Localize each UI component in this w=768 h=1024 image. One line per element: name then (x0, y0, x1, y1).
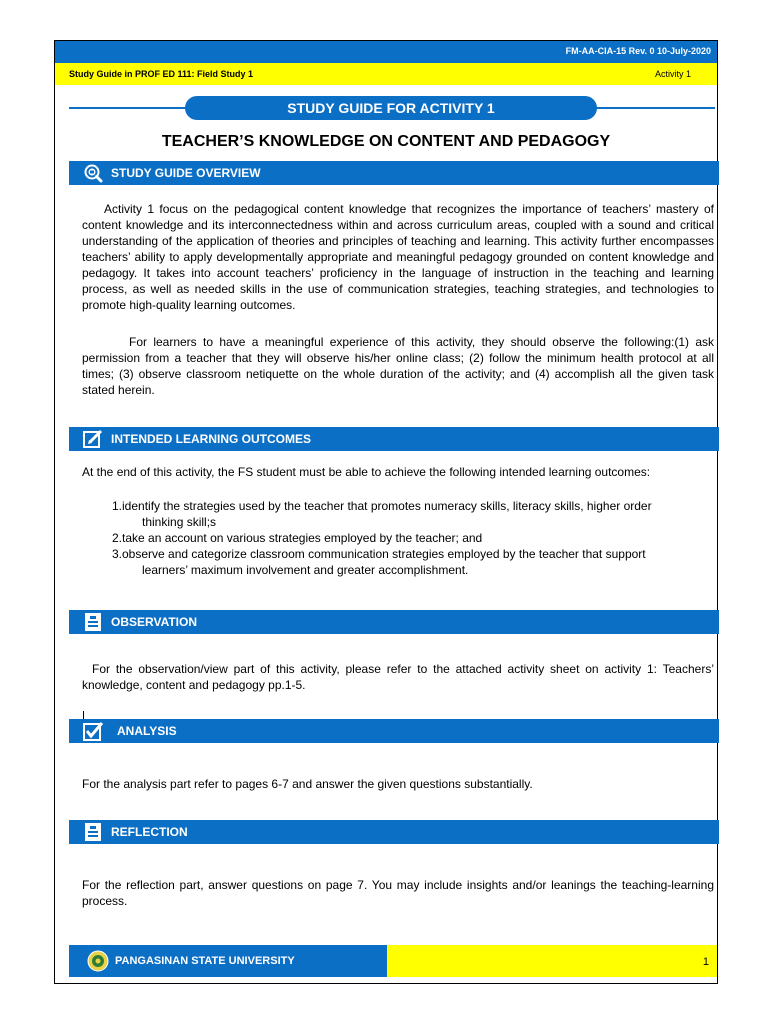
section-observation-header (69, 610, 719, 634)
section-overview-label: STUDY GUIDE OVERVIEW (111, 166, 261, 180)
course-bar (55, 63, 717, 85)
section-reflection-label: REFLECTION (111, 825, 188, 839)
form-code: FM-AA-CIA-15 Rev. 0 10-July-2020 (565, 46, 711, 56)
footer-university-bar (69, 945, 387, 977)
section-observation-label: OBSERVATION (111, 615, 198, 629)
reflection-text: For the reflection part, answer questions on page 7. You may include insights and/or leanings the teaching-learning process. (82, 878, 714, 908)
page-title: TEACHER’S KNOWLEDGE ON CONTENT AND PEDAGOGY (161, 133, 611, 150)
edit-icon (83, 429, 103, 449)
search-icon (83, 163, 103, 183)
document-page (54, 40, 718, 984)
section-outcomes-header (69, 427, 719, 451)
course-title: Study Guide in PROF ED 111: Field Study 1 (69, 69, 254, 79)
overview-paragraph-1: Activity 1 focus on the pedagogical content knowledge that recognizes the importance of teachers’ mastery of content knowledge and its interconnectedness within and across curriculum areas, coupled with a sound and critical understanding of the application of theories and principles of teaching and learning. This activity further encompasses teachers’ ability to apply developmentally appropriate and meaningful pedagogy grounded on content knowledge and pedagogy. It takes into account teachers’ proficiency in the language of instruction in the teaching and learning process, as well as needed skills in the use of communication strategies, teaching strategies, and technologies to promote high-quality learning outcomes. (82, 202, 714, 312)
document-icon (83, 612, 103, 632)
document-icon (83, 822, 103, 842)
section-reflection-header (69, 820, 719, 844)
header-bar (55, 41, 717, 63)
analysis-text: For the analysis part refer to pages 6-7 and answer the given questions substantially. (82, 777, 533, 791)
list-item: 3.observe and categorize classroom communication strategies employed by the teacher that support learners’ maximum involvement and greater accomplishment. (112, 547, 646, 577)
section-outcomes-label: INTENDED LEARNING OUTCOMES (111, 432, 312, 446)
outcomes-intro: At the end of this activity, the FS student must be able to achieve the following intended learning outcomes: (82, 465, 651, 479)
observation-text: For the observation/view part of this activity, please refer to the attached activity sheet on activity 1: Teachers’ knowledge, content and pedagogy pp.1-5. (82, 662, 714, 692)
list-item: 2.take an account on various strategies employed by the teacher; and (112, 531, 483, 545)
university-seal-icon (87, 950, 109, 972)
section-analysis-header (69, 719, 719, 743)
outcomes-list (112, 498, 712, 578)
activity-label: Activity 1 (654, 69, 691, 79)
university-name: PANGASINAN STATE UNIVERSITY (115, 955, 295, 967)
study-guide-banner: STUDY GUIDE FOR ACTIVITY 1 (185, 96, 597, 120)
page-number: 1 (702, 956, 709, 968)
footer-page-bar (387, 945, 717, 977)
section-overview-header (69, 161, 719, 185)
overview-paragraph-2: For learners to have a meaningful experience of this activity, they should observe the following:(1) ask permission from a teacher that they will observe his/her online class; (2) follow the minimum health protocol at all times; (3) observe classroom netiquette on the whole duration of the activity; and (4) accomplish all the given task stated herein. (82, 335, 714, 397)
section-analysis-label: ANALYSIS (117, 724, 177, 738)
list-item: 1.identify the strategies used by the teacher that promotes numeracy skills, literacy skills, higher order thinking skill;s (112, 499, 652, 529)
checkbox-icon (83, 721, 103, 741)
